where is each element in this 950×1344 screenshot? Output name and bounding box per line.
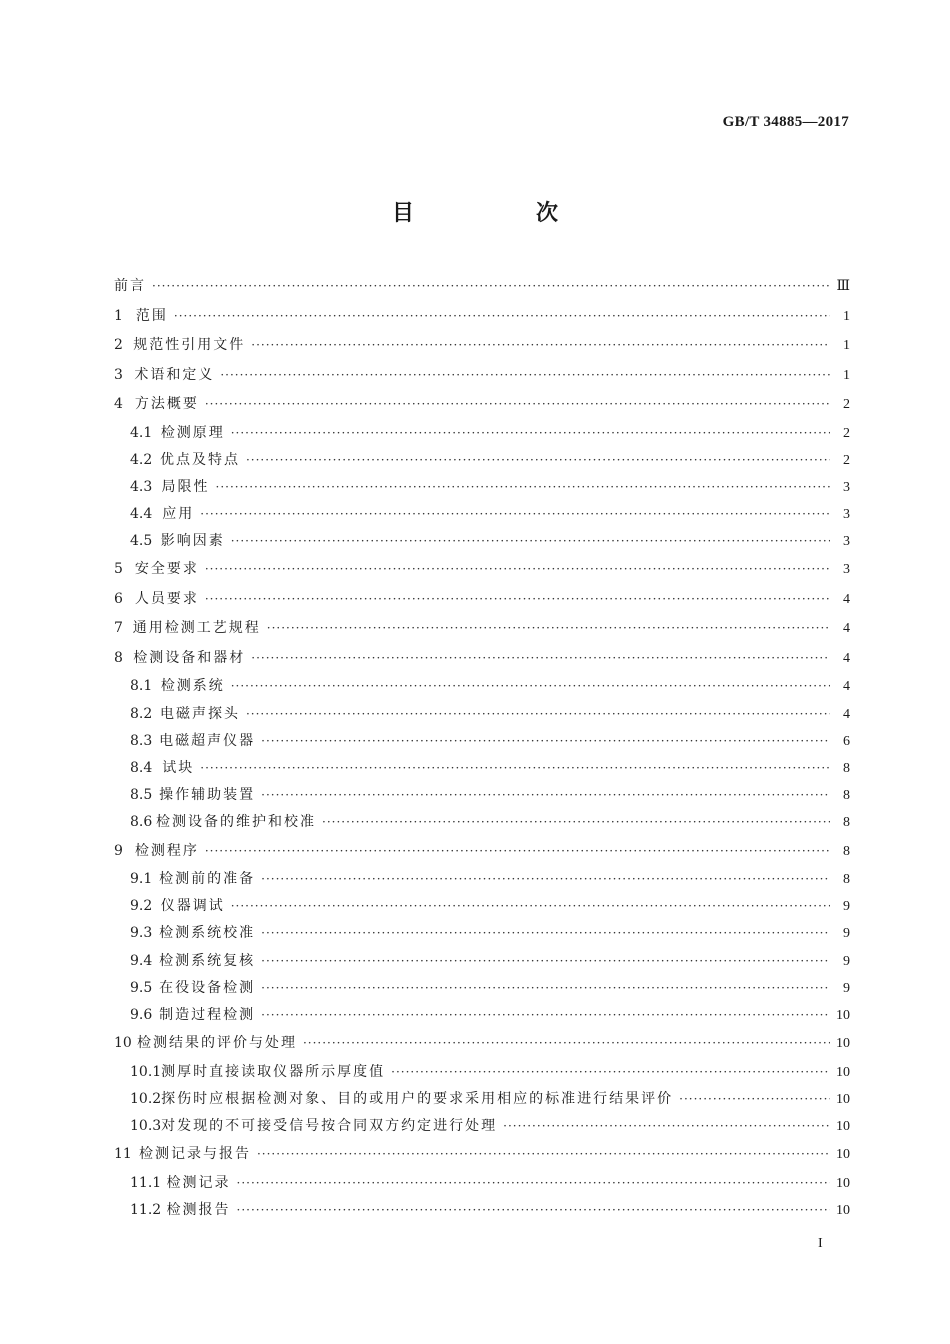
toc-entry-page: 4 xyxy=(843,706,850,722)
toc-entry-page: 10 xyxy=(836,1036,850,1052)
toc-entry-number: 9.3 xyxy=(130,925,153,942)
toc-entry-number: 10 xyxy=(114,1035,132,1052)
toc-entry-label: 检测系统 xyxy=(160,678,225,695)
toc-entry[interactable] xyxy=(114,782,850,809)
toc-entry[interactable] xyxy=(114,728,850,755)
dot-leader xyxy=(679,1086,830,1113)
toc-entry[interactable] xyxy=(114,528,850,555)
toc-entry-label: 前言 xyxy=(114,278,146,294)
toc-entry-page: 2 xyxy=(843,425,850,441)
toc-entry-page: 8 xyxy=(843,788,850,804)
toc-entry-label: 电磁声探头 xyxy=(159,705,240,722)
toc-entry-label: 通用检测工艺规程 xyxy=(132,620,261,637)
toc-entry-page: 1 xyxy=(843,338,850,353)
dot-leader xyxy=(391,1059,830,1086)
toc-entry[interactable] xyxy=(114,361,850,391)
toc-entry-label: 检测系统复核 xyxy=(159,952,256,969)
toc-entry[interactable] xyxy=(114,1029,850,1059)
toc-entry-page: 3 xyxy=(843,479,850,495)
toc-entry-page: 8 xyxy=(843,872,850,888)
toc-entry-label: 检测结果的评价与处理 xyxy=(136,1035,297,1052)
dot-leader xyxy=(246,701,830,728)
dot-leader xyxy=(200,501,830,528)
toc-entry-page: Ⅲ xyxy=(836,279,850,294)
toc-entry-number: 11.2 xyxy=(130,1201,162,1218)
toc-entry-page: 9 xyxy=(843,899,850,915)
dot-leader xyxy=(205,555,830,585)
toc-entry[interactable] xyxy=(114,837,850,867)
toc-entry-label: 应用 xyxy=(162,506,195,523)
dot-leader xyxy=(503,1113,830,1140)
dot-leader xyxy=(261,728,830,755)
toc-entry[interactable] xyxy=(114,644,850,674)
dot-leader xyxy=(205,390,830,420)
toc-entry-label: 局限性 xyxy=(161,478,210,495)
toc-entry-number: 8.1 xyxy=(130,678,153,695)
dot-leader xyxy=(152,272,830,302)
toc-entry-label: 术语和定义 xyxy=(134,366,215,383)
toc-entry[interactable] xyxy=(114,1002,850,1029)
toc-entry-label: 范围 xyxy=(135,307,168,324)
toc-entry-number: 4 xyxy=(114,396,123,412)
toc-entry[interactable] xyxy=(114,1197,850,1224)
toc-entry-label: 方法概要 xyxy=(134,396,199,412)
dot-leader xyxy=(261,920,830,947)
toc-entry[interactable] xyxy=(114,1113,850,1140)
dot-leader xyxy=(174,302,830,332)
toc-entry-number: 8 xyxy=(114,649,123,666)
dot-leader xyxy=(205,585,830,615)
toc-entry-page: 9 xyxy=(843,980,850,996)
toc-entry-page: 9 xyxy=(843,953,850,969)
dot-leader xyxy=(303,1029,830,1059)
toc-entry[interactable] xyxy=(114,302,850,332)
toc-entry[interactable] xyxy=(114,501,850,528)
toc-entry-label: 检测程序 xyxy=(134,842,199,859)
dot-leader xyxy=(322,809,830,836)
page-number: I xyxy=(818,1236,823,1251)
toc-entry-label: 对发现的不可接受信号按合同双方约定进行处理 xyxy=(161,1118,498,1135)
toc-entry-page: 6 xyxy=(843,733,850,749)
toc-entry-label: 影响因素 xyxy=(160,533,225,550)
toc-entry[interactable] xyxy=(114,272,850,302)
toc-entry-number: 2 xyxy=(114,337,123,353)
dot-leader xyxy=(231,528,830,555)
toc-entry[interactable] xyxy=(114,390,850,420)
toc-entry-number: 8.5 xyxy=(130,787,153,804)
toc-entry-label: 检测报告 xyxy=(166,1201,231,1218)
dot-leader xyxy=(237,1170,830,1197)
toc-entry-number: 8.3 xyxy=(130,732,153,749)
toc-entry-number: 4.4 xyxy=(130,506,153,523)
toc-entry-number: 1 xyxy=(114,307,123,324)
toc-entry-page: 4 xyxy=(843,650,850,666)
dot-leader xyxy=(257,1140,830,1170)
toc-entry-number: 10.3 xyxy=(130,1118,162,1135)
dot-leader xyxy=(267,614,830,644)
dot-leader xyxy=(237,1197,830,1224)
toc-entry-label: 试块 xyxy=(162,760,195,776)
dot-leader xyxy=(261,782,830,809)
toc-entry-page: 1 xyxy=(843,367,850,383)
standard-code: GB/T 34885—2017 xyxy=(722,114,849,130)
toc-entry-label: 规范性引用文件 xyxy=(133,337,246,353)
toc-entry-page: 10 xyxy=(836,1091,850,1107)
toc-entry[interactable] xyxy=(114,1170,850,1197)
dot-leader xyxy=(261,948,830,975)
toc-entry-number: 9.6 xyxy=(130,1007,153,1023)
toc-entry-label: 检测设备和器材 xyxy=(133,649,246,666)
dot-leader xyxy=(220,361,830,391)
dot-leader xyxy=(231,420,830,447)
toc-entry-number: 7 xyxy=(114,620,123,637)
toc-entry-number: 4.1 xyxy=(130,424,153,441)
toc-entry-page: 10 xyxy=(836,1175,850,1191)
dot-leader xyxy=(216,474,830,501)
toc-entry-number: 9 xyxy=(114,842,123,859)
toc-entry[interactable] xyxy=(114,893,850,920)
toc-entry[interactable] xyxy=(114,585,850,615)
toc-entry-number: 5 xyxy=(114,561,123,578)
toc-entry[interactable] xyxy=(114,420,850,447)
toc-entry-label: 检测记录与报告 xyxy=(138,1146,251,1163)
dot-leader xyxy=(246,447,830,474)
toc-entry-page: 4 xyxy=(843,679,850,695)
toc-entry-page: 9 xyxy=(843,926,850,942)
toc-entry-label: 检测记录 xyxy=(166,1174,231,1191)
toc-entry[interactable] xyxy=(114,331,850,361)
toc-entry[interactable] xyxy=(114,1086,850,1113)
toc-entry-page: 4 xyxy=(843,591,850,607)
toc-entry[interactable] xyxy=(114,809,850,836)
toc-entry-number: 9.5 xyxy=(130,979,153,996)
toc-entry-number: 9.1 xyxy=(130,871,153,888)
dot-leader xyxy=(200,755,830,782)
toc-entry-number: 10.2 xyxy=(130,1090,162,1107)
toc-entry-label: 检测设备的维护和校准 xyxy=(156,814,317,831)
toc-entry[interactable] xyxy=(114,474,850,501)
toc-entry-number: 4.3 xyxy=(130,478,153,495)
toc-entry-label: 检测原理 xyxy=(160,424,225,441)
toc-entry-page: 8 xyxy=(843,843,850,859)
toc-entry-number: 8.2 xyxy=(130,705,153,722)
toc-entry[interactable] xyxy=(114,673,850,700)
dot-leader xyxy=(231,673,830,700)
page-title: 目 次 xyxy=(391,201,608,226)
dot-leader xyxy=(261,975,830,1002)
toc-entry-page: 2 xyxy=(843,397,850,412)
toc-entry-page: 1 xyxy=(843,308,850,324)
toc-entry-page: 8 xyxy=(843,815,850,831)
toc-entry[interactable] xyxy=(114,555,850,585)
toc-entry-number: 4.2 xyxy=(130,451,153,468)
toc-entry-page: 10 xyxy=(836,1147,850,1163)
dot-leader xyxy=(251,331,830,361)
toc-entry[interactable] xyxy=(114,701,850,728)
toc-entry-number: 11 xyxy=(114,1146,132,1163)
toc-entry-page: 2 xyxy=(843,452,850,468)
toc-entry-number: 8.4 xyxy=(130,760,153,776)
toc-entry-number: 8.6 xyxy=(130,814,153,831)
toc-entry-label: 测厚时直接读取仪器所示厚度值 xyxy=(161,1063,386,1080)
toc-entry-label: 在役设备检测 xyxy=(159,979,256,996)
toc-entry[interactable] xyxy=(114,975,850,1002)
toc-entry-label: 操作辅助装置 xyxy=(159,787,256,804)
dot-leader xyxy=(205,837,830,867)
toc-entry-label: 制造过程检测 xyxy=(159,1007,256,1023)
toc-entry[interactable] xyxy=(114,948,850,975)
toc-entry-number: 3 xyxy=(114,366,123,383)
toc-entry-number: 9.4 xyxy=(130,952,153,969)
toc-entry-page: 4 xyxy=(843,621,850,637)
table-of-contents xyxy=(114,272,850,1224)
toc-entry-page: 10 xyxy=(836,1202,850,1218)
toc-entry-label: 探伤时应根据检测对象、目的或用户的要求采用相应的标准进行结果评价 xyxy=(161,1090,674,1107)
dot-leader xyxy=(251,644,830,674)
toc-entry[interactable] xyxy=(114,1140,850,1170)
toc-entry[interactable] xyxy=(114,755,850,782)
toc-entry-label: 人员要求 xyxy=(134,590,199,607)
toc-entry-page: 10 xyxy=(836,1008,850,1023)
toc-entry-label: 电磁超声仪器 xyxy=(159,732,256,749)
toc-entry-label: 优点及特点 xyxy=(159,451,240,468)
toc-entry-number: 9.2 xyxy=(130,898,153,915)
toc-entry[interactable] xyxy=(114,920,850,947)
toc-entry[interactable] xyxy=(114,866,850,893)
toc-entry-label: 检测系统校准 xyxy=(159,925,256,942)
dot-leader xyxy=(261,866,830,893)
toc-entry[interactable] xyxy=(114,1059,850,1086)
toc-entry-label: 检测前的准备 xyxy=(159,871,256,888)
toc-entry-page: 3 xyxy=(843,562,850,578)
toc-entry-number: 6 xyxy=(114,590,123,607)
toc-entry-page: 3 xyxy=(843,534,850,550)
dot-leader xyxy=(261,1002,830,1029)
toc-entry[interactable] xyxy=(114,614,850,644)
dot-leader xyxy=(231,893,830,920)
toc-entry-number: 11.1 xyxy=(130,1174,162,1191)
toc-entry-label: 仪器调试 xyxy=(160,898,225,915)
toc-entry-page: 3 xyxy=(843,507,850,523)
toc-entry[interactable] xyxy=(114,447,850,474)
toc-entry-number: 4.5 xyxy=(130,533,153,550)
toc-entry-label: 安全要求 xyxy=(134,561,199,578)
toc-entry-page: 8 xyxy=(843,761,850,776)
toc-entry-page: 10 xyxy=(836,1119,850,1135)
toc-entry-number: 10.1 xyxy=(130,1063,162,1080)
toc-entry-page: 10 xyxy=(836,1064,850,1080)
